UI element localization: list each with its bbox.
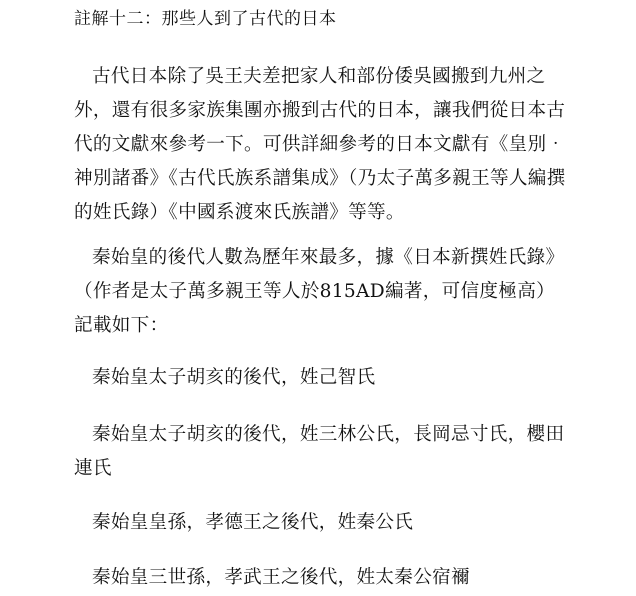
section-heading: 註解十二：那些人到了古代的日本 <box>74 9 337 29</box>
lineage-entry: 秦始皇太子胡亥的後代，姓己智氏 <box>92 367 376 388</box>
paragraph-intro: 古代日本除了吳王夫差把家人和部份倭吳國搬到九州之外，還有很多家族集團亦搬到古代的日本，讓我們從日本古代的文獻來參考一下。可供詳細參考的日本文獻有《皇別‧神別諸番》《古代氏族系譜集成》（乃太子萬多親王等人編撰的姓氏錄）《中國系渡來氏族譜》等等。 <box>74 66 566 223</box>
paragraph-qin-descendants: 秦始皇的後代人數為歷年來最多，據《日本新撰姓氏錄》（作者是太子萬多親王等人於815AD編著，可信度極高）記載如下： <box>74 247 565 336</box>
lineage-entry: 秦始皇皇孫，孝德王之後代，姓秦公氏 <box>92 512 414 533</box>
lineage-entry: 秦始皇太子胡亥的後代，姓三林公氏，長岡忌寸氏，櫻田連氏 <box>74 424 565 479</box>
lineage-entry: 秦始皇三世孫，孝武王之後代，姓太秦公宿禰 <box>92 567 470 588</box>
